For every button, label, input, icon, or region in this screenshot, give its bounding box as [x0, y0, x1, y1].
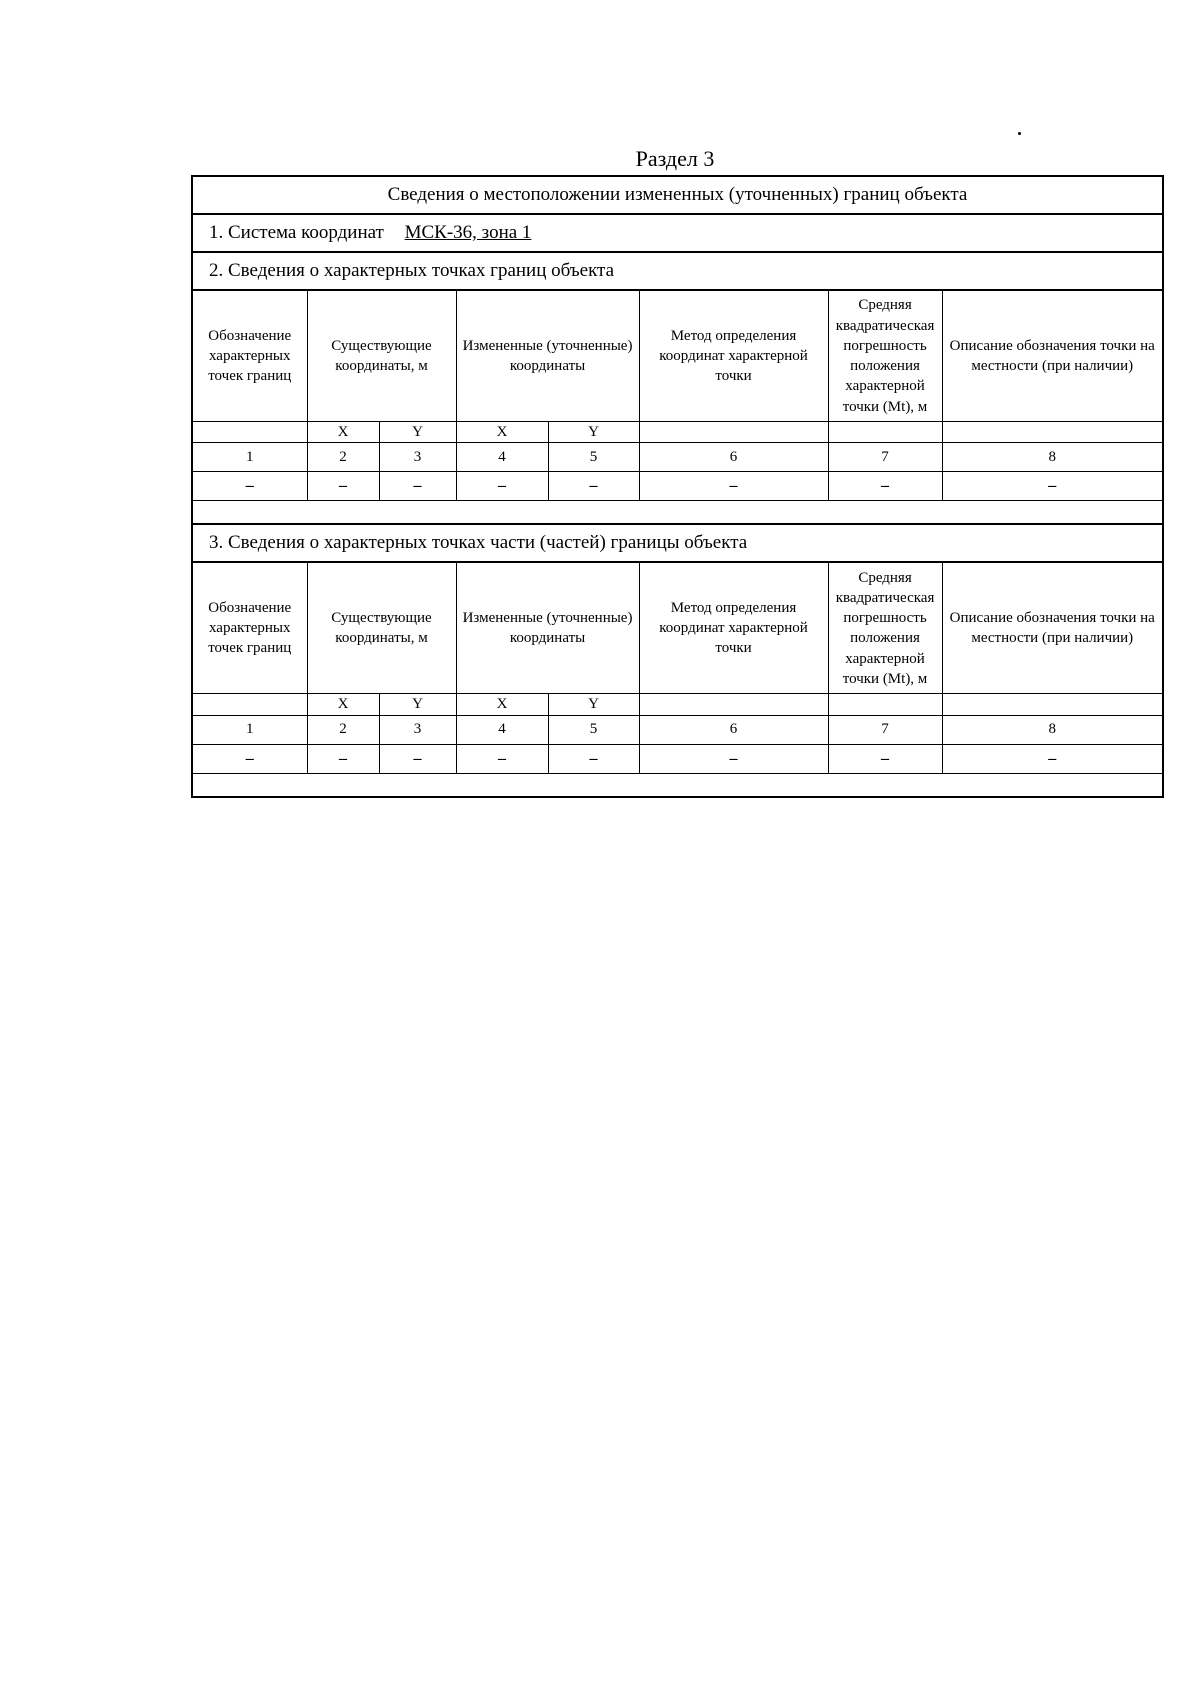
table-cell: –	[548, 472, 639, 501]
section3-title: 3. Сведения о характерных точках части (частей) границы объекта	[193, 525, 1162, 563]
table-cell	[942, 694, 1162, 715]
header-description: Описание обозначения точки на местности (при наличии)	[942, 563, 1162, 694]
spacer-row	[193, 774, 1162, 796]
table-header-row	[193, 291, 1162, 422]
table-cell: X	[307, 694, 379, 715]
table-number-row	[193, 443, 1162, 472]
table-cell: –	[456, 744, 548, 773]
section2-title: 2. Сведения о характерных точках границ объекта	[193, 253, 1162, 291]
table-cell: Y	[548, 694, 639, 715]
table-cell: 2	[307, 715, 379, 744]
header-changed-coords: Измененные (уточненные) координаты	[456, 563, 639, 694]
header-mean-error: Средняя квадратическая погрешность положения характерной точки (Mt), м	[828, 563, 942, 694]
table-cell: –	[548, 744, 639, 773]
table-cell: 7	[828, 443, 942, 472]
table-cell: –	[828, 472, 942, 501]
boundary-form	[191, 175, 1164, 798]
table-number-row	[193, 715, 1162, 744]
table-xy-row	[193, 694, 1162, 715]
table-cell: 2	[307, 443, 379, 472]
form-title: Сведения о местоположении измененных (уточненных) границ объекта	[193, 177, 1162, 215]
points-table	[193, 291, 1162, 501]
table-cell: –	[456, 472, 548, 501]
header-point-designation: Обозначение характерных точек границ	[193, 563, 307, 694]
spacer-row	[193, 501, 1162, 525]
coord-system-row	[193, 215, 1162, 253]
table-cell: 4	[456, 715, 548, 744]
table-cell: 7	[828, 715, 942, 744]
table-cell	[639, 422, 828, 443]
section-heading: Раздел 3	[635, 146, 715, 171]
table-cell: –	[828, 744, 942, 773]
table-cell	[193, 422, 307, 443]
table-cell: 1	[193, 715, 307, 744]
table-cell: –	[193, 744, 307, 773]
scan-dot	[1018, 132, 1021, 135]
table-cell: 6	[639, 715, 828, 744]
part-points-table	[193, 563, 1162, 773]
header-description: Описание обозначения точки на местности (при наличии)	[942, 291, 1162, 422]
table-cell	[942, 422, 1162, 443]
coord-system-value: МСК-36, зона 1	[404, 222, 532, 243]
header-existing-coords: Существующие координаты, м	[307, 563, 456, 694]
table-cell: Y	[548, 422, 639, 443]
table-cell: –	[379, 472, 456, 501]
table-cell: 5	[548, 443, 639, 472]
table-cell: –	[942, 744, 1162, 773]
header-mean-error: Средняя квадратическая погрешность положения характерной точки (Mt), м	[828, 291, 942, 422]
table-cell: X	[307, 422, 379, 443]
table-cell: –	[379, 744, 456, 773]
header-point-designation: Обозначение характерных точек границ	[193, 291, 307, 422]
table-cell: –	[639, 472, 828, 501]
table-cell: 8	[942, 443, 1162, 472]
table-cell: 3	[379, 443, 456, 472]
table-cell	[828, 694, 942, 715]
table-cell: –	[193, 472, 307, 501]
table-cell: –	[307, 744, 379, 773]
table-cell: 5	[548, 715, 639, 744]
table-row	[193, 744, 1162, 773]
table-header-row	[193, 563, 1162, 694]
table-cell: X	[456, 422, 548, 443]
table-cell: 4	[456, 443, 548, 472]
header-method: Метод определения координат характерной точки	[639, 291, 828, 422]
table-cell: –	[639, 744, 828, 773]
table-cell: X	[456, 694, 548, 715]
table-cell: 8	[942, 715, 1162, 744]
table-cell: –	[307, 472, 379, 501]
header-method: Метод определения координат характерной точки	[639, 563, 828, 694]
table-cell: Y	[379, 694, 456, 715]
table-cell: 3	[379, 715, 456, 744]
table-cell: –	[942, 472, 1162, 501]
table-cell	[193, 694, 307, 715]
table-cell: Y	[379, 422, 456, 443]
table-cell: 1	[193, 443, 307, 472]
table-row	[193, 472, 1162, 501]
coord-system-label: 1. Система координат	[209, 222, 384, 243]
header-changed-coords: Измененные (уточненные) координаты	[456, 291, 639, 422]
table-cell: 6	[639, 443, 828, 472]
table-cell	[828, 422, 942, 443]
table-xy-row	[193, 422, 1162, 443]
header-existing-coords: Существующие координаты, м	[307, 291, 456, 422]
table-cell	[639, 694, 828, 715]
